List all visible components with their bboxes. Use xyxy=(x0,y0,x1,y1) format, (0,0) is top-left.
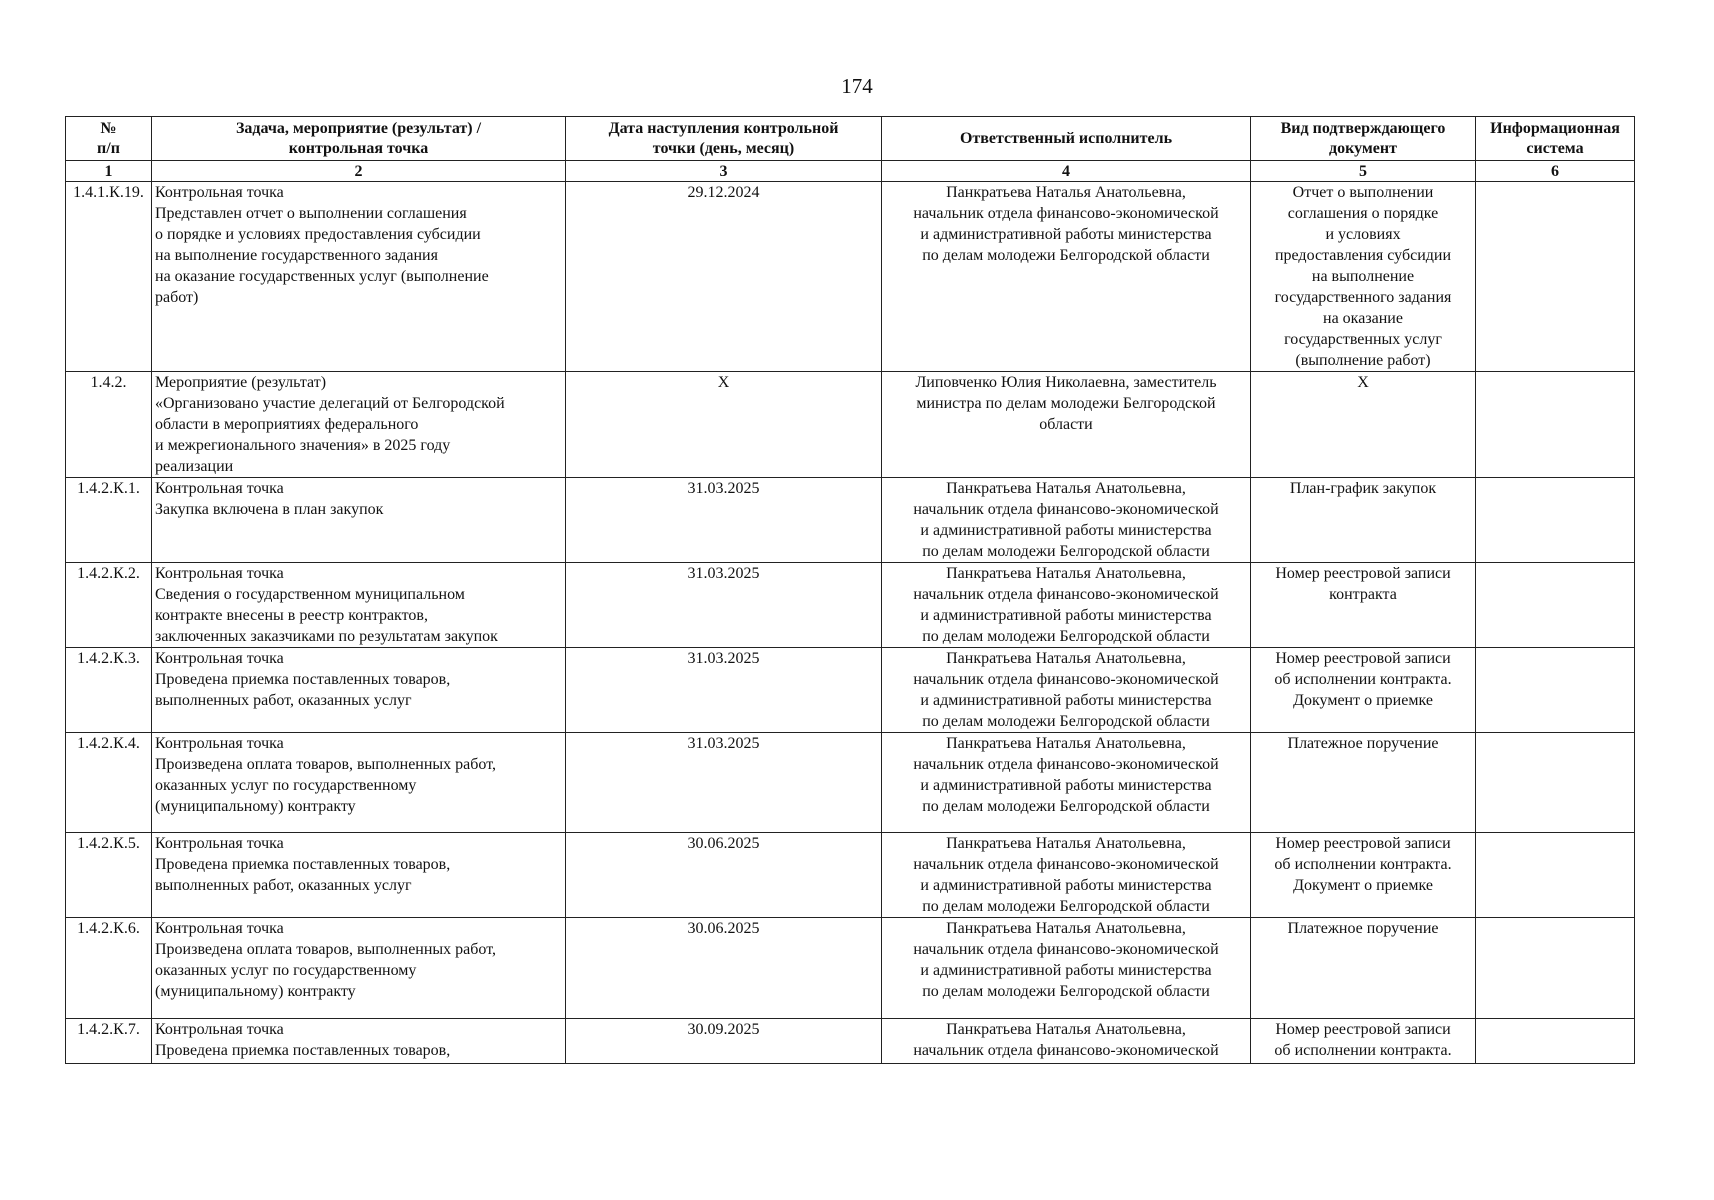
table-body xyxy=(66,182,1635,1064)
cell-text-line: по делам молодежи Белгородской области xyxy=(922,983,1210,1000)
cell-text-line: о порядке и условиях предоставления субсидии xyxy=(155,226,481,243)
cell-text-line: Проведена приемка поставленных товаров, xyxy=(155,1042,451,1059)
cell-text-line: государственных услуг xyxy=(1284,331,1442,348)
cell-text-line: Панкратьева Наталья Анатольевна, xyxy=(946,650,1186,667)
row-responsible xyxy=(882,372,1251,478)
cell-text-line: Номер реестровой записи xyxy=(1275,835,1451,852)
column-number-row xyxy=(66,161,1635,182)
cell-text-line: (муниципальному) контракту xyxy=(155,798,356,815)
column-number: 2 xyxy=(152,161,566,182)
cell-text-line: оказанных услуг по государственному xyxy=(155,777,417,794)
cell-text-line: по делам молодежи Белгородской области xyxy=(922,798,1210,815)
header-num xyxy=(66,117,152,161)
cell-text-line: Сведения о государственном муниципальном xyxy=(155,586,465,603)
cell-text-line: на оказание xyxy=(1323,310,1403,327)
cell-text-line: Дата наступления контрольной xyxy=(608,119,839,137)
table-row xyxy=(66,733,1635,833)
cell-text-line: на оказание государственных услуг (выполнение xyxy=(155,268,489,285)
row-date: 30.09.2025 xyxy=(566,1019,882,1064)
cell-text-line: оказанных услуг по государственному xyxy=(155,962,417,979)
cell-text-line: контрольная точка xyxy=(288,139,429,157)
row-responsible xyxy=(882,182,1251,372)
cell-text-line: и административной работы министерства xyxy=(920,226,1212,243)
control-points-table xyxy=(65,116,1635,1064)
row-number: 1.4.2.К.5. xyxy=(66,833,152,918)
cell-text-line: Панкратьева Наталья Анатольевна, xyxy=(946,920,1186,937)
row-system xyxy=(1476,918,1635,1019)
row-document xyxy=(1251,918,1476,1019)
cell-text-line: и административной работы министерства xyxy=(920,522,1212,539)
cell-text-line: по делам молодежи Белгородской области xyxy=(922,898,1210,915)
cell-text-line: и условиях xyxy=(1325,226,1401,243)
column-number: 6 xyxy=(1476,161,1635,182)
cell-text-line: Документ о приемке xyxy=(1293,692,1433,709)
cell-text-line: выполненных работ, оказанных услуг xyxy=(155,877,412,894)
row-task xyxy=(152,648,566,733)
cell-text-line: соглашения о порядке xyxy=(1287,205,1439,222)
table-row xyxy=(66,648,1635,733)
row-number: 1.4.2.К.7. xyxy=(66,1019,152,1064)
row-system xyxy=(1476,563,1635,648)
cell-text-line: Произведена оплата товаров, выполненных работ, xyxy=(155,941,496,958)
row-responsible xyxy=(882,1019,1251,1064)
row-task xyxy=(152,182,566,372)
cell-text-line: система xyxy=(1526,139,1584,157)
row-system xyxy=(1476,833,1635,918)
cell-text-line: Липовченко Юлия Николаевна, заместитель xyxy=(915,374,1217,391)
header-task xyxy=(152,117,566,161)
cell-text-line: План-график закупок xyxy=(1289,480,1437,497)
cell-text-line: Контрольная точка xyxy=(155,735,284,752)
cell-text-line: Номер реестровой записи xyxy=(1275,1021,1451,1038)
cell-text-line: заключенных заказчиками по результатам закупок xyxy=(155,628,498,645)
header-responsible xyxy=(882,117,1251,161)
cell-text-line: Панкратьева Наталья Анатольевна, xyxy=(946,1021,1186,1038)
table-row xyxy=(66,182,1635,372)
header-date xyxy=(566,117,882,161)
row-task xyxy=(152,733,566,833)
row-number: 1.4.1.К.19. xyxy=(66,182,152,372)
table-row xyxy=(66,478,1635,563)
cell-text-line: X xyxy=(1357,374,1369,391)
row-system xyxy=(1476,648,1635,733)
row-task xyxy=(152,833,566,918)
row-date: 30.06.2025 xyxy=(566,833,882,918)
cell-text-line: начальник отдела финансово-экономической xyxy=(913,671,1219,688)
row-number: 1.4.2.К.2. xyxy=(66,563,152,648)
cell-text-line: (выполнение работ) xyxy=(1295,352,1431,369)
cell-text-line: Вид подтверждающего xyxy=(1280,119,1446,137)
table-row xyxy=(66,372,1635,478)
cell-text-line: Контрольная точка xyxy=(155,184,284,201)
row-task xyxy=(152,478,566,563)
cell-text-line: Задача, мероприятие (результат) / xyxy=(235,119,482,137)
row-responsible xyxy=(882,478,1251,563)
cell-text-line: по делам молодежи Белгородской области xyxy=(922,543,1210,560)
table-row xyxy=(66,1019,1635,1064)
cell-text-line: Панкратьева Наталья Анатольевна, xyxy=(946,835,1186,852)
cell-text-line: Ответственный исполнитель xyxy=(959,129,1173,147)
row-document xyxy=(1251,563,1476,648)
header-document xyxy=(1251,117,1476,161)
cell-text-line: начальник отдела финансово-экономической xyxy=(913,501,1219,518)
cell-text-line: Номер реестровой записи xyxy=(1275,650,1451,667)
row-document xyxy=(1251,833,1476,918)
row-system xyxy=(1476,478,1635,563)
row-number: 1.4.2.К.6. xyxy=(66,918,152,1019)
row-date: X xyxy=(566,372,882,478)
row-task xyxy=(152,563,566,648)
cell-text-line: Контрольная точка xyxy=(155,835,284,852)
row-responsible xyxy=(882,918,1251,1019)
cell-text-line: Представлен отчет о выполнении соглашения xyxy=(155,205,467,222)
cell-text-line: Документ о приемке xyxy=(1293,877,1433,894)
cell-text-line: начальник отдела финансово-экономической xyxy=(913,941,1219,958)
cell-text-line: об исполнении контракта. xyxy=(1274,856,1452,873)
cell-text-line: (муниципальному) контракту xyxy=(155,983,356,1000)
cell-text-line: и административной работы министерства xyxy=(920,777,1212,794)
cell-text-line: «Организовано участие делегаций от Белгородской xyxy=(155,395,505,412)
row-date: 31.03.2025 xyxy=(566,733,882,833)
row-document xyxy=(1251,182,1476,372)
cell-text-line: начальник отдела финансово-экономической xyxy=(913,205,1219,222)
row-document xyxy=(1251,733,1476,833)
row-number: 1.4.2.К.3. xyxy=(66,648,152,733)
row-responsible xyxy=(882,563,1251,648)
cell-text-line: Панкратьева Наталья Анатольевна, xyxy=(946,565,1186,582)
cell-text-line: начальник отдела финансово-экономической xyxy=(913,1042,1219,1059)
column-number: 4 xyxy=(882,161,1251,182)
cell-text-line: об исполнении контракта. xyxy=(1274,671,1452,688)
row-date: 31.03.2025 xyxy=(566,648,882,733)
row-system xyxy=(1476,372,1635,478)
cell-text-line: Контрольная точка xyxy=(155,480,284,497)
cell-text-line: по делам молодежи Белгородской области xyxy=(922,628,1210,645)
cell-text-line: работ) xyxy=(155,289,199,306)
row-date: 31.03.2025 xyxy=(566,478,882,563)
header-system xyxy=(1476,117,1635,161)
column-number: 5 xyxy=(1251,161,1476,182)
row-task xyxy=(152,918,566,1019)
row-responsible xyxy=(882,833,1251,918)
row-responsible xyxy=(882,648,1251,733)
cell-text-line: Проведена приемка поставленных товаров, xyxy=(155,671,451,688)
cell-text-line: и административной работы министерства xyxy=(920,962,1212,979)
cell-text-line: Контрольная точка xyxy=(155,1021,284,1038)
column-number: 1 xyxy=(66,161,152,182)
row-task xyxy=(152,1019,566,1064)
cell-text-line: Контрольная точка xyxy=(155,920,284,937)
row-system xyxy=(1476,1019,1635,1064)
row-date: 31.03.2025 xyxy=(566,563,882,648)
cell-text-line: Закупка включена в план закупок xyxy=(155,501,384,518)
row-date: 30.06.2025 xyxy=(566,918,882,1019)
cell-text-line: Информационная xyxy=(1490,119,1620,137)
cell-text-line: Проведена приемка поставленных товаров, xyxy=(155,856,451,873)
row-system xyxy=(1476,733,1635,833)
cell-text-line: контракте внесены в реестр контрактов, xyxy=(155,607,428,624)
cell-text-line: и административной работы министерства xyxy=(920,692,1212,709)
cell-text-line: контракта xyxy=(1329,586,1397,603)
cell-text-line: области xyxy=(1039,416,1093,433)
cell-text-line: Панкратьева Наталья Анатольевна, xyxy=(946,184,1186,201)
row-document xyxy=(1251,1019,1476,1064)
cell-text-line: документ xyxy=(1329,139,1397,157)
cell-text-line: Контрольная точка xyxy=(155,650,284,667)
cell-text-line: на выполнение государственного задания xyxy=(155,247,438,264)
cell-text-line: и межрегионального значения» в 2025 году xyxy=(155,437,451,454)
row-task xyxy=(152,372,566,478)
cell-text-line: Панкратьева Наталья Анатольевна, xyxy=(946,735,1186,752)
cell-text-line: государственного задания xyxy=(1274,289,1452,306)
table-row xyxy=(66,918,1635,1019)
cell-text-line: № xyxy=(100,119,117,137)
row-document xyxy=(1251,478,1476,563)
cell-text-line: начальник отдела финансово-экономической xyxy=(913,756,1219,773)
cell-text-line: Контрольная точка xyxy=(155,565,284,582)
cell-text-line: п/п xyxy=(97,139,120,157)
cell-text-line: по делам молодежи Белгородской области xyxy=(922,713,1210,730)
cell-text-line: и административной работы министерства xyxy=(920,607,1212,624)
row-date: 29.12.2024 xyxy=(566,182,882,372)
cell-text-line: Платежное поручение xyxy=(1287,735,1439,752)
cell-text-line: начальник отдела финансово-экономической xyxy=(913,586,1219,603)
cell-text-line: Платежное поручение xyxy=(1287,920,1439,937)
cell-text-line: Произведена оплата товаров, выполненных работ, xyxy=(155,756,496,773)
page-number: 174 xyxy=(841,74,873,98)
cell-text-line: точки (день, месяц) xyxy=(652,139,795,157)
cell-text-line: Отчет о выполнении xyxy=(1292,184,1434,201)
cell-text-line: об исполнении контракта. xyxy=(1274,1042,1452,1059)
row-number: 1.4.2.К.4. xyxy=(66,733,152,833)
table-row xyxy=(66,833,1635,918)
cell-text-line: выполненных работ, оказанных услуг xyxy=(155,692,412,709)
cell-text-line: по делам молодежи Белгородской области xyxy=(922,247,1210,264)
cell-text-line: области в мероприятиях федерального xyxy=(155,416,419,433)
table-row xyxy=(66,563,1635,648)
cell-text-line: Мероприятие (результат) xyxy=(155,374,327,391)
cell-text-line: и административной работы министерства xyxy=(920,877,1212,894)
table-header-row xyxy=(66,117,1635,161)
row-document xyxy=(1251,372,1476,478)
row-number: 1.4.2.К.1. xyxy=(66,478,152,563)
row-system xyxy=(1476,182,1635,372)
cell-text-line: на выполнение xyxy=(1311,268,1415,285)
row-number: 1.4.2. xyxy=(66,372,152,478)
cell-text-line: начальник отдела финансово-экономической xyxy=(913,856,1219,873)
cell-text-line: реализации xyxy=(155,458,234,475)
cell-text-line: Номер реестровой записи xyxy=(1275,565,1451,582)
cell-text-line: предоставления субсидии xyxy=(1274,247,1452,264)
row-responsible xyxy=(882,733,1251,833)
row-document xyxy=(1251,648,1476,733)
cell-text-line: Панкратьева Наталья Анатольевна, xyxy=(946,480,1186,497)
cell-text-line: министра по делам молодежи Белгородской xyxy=(916,395,1216,412)
column-number: 3 xyxy=(566,161,882,182)
